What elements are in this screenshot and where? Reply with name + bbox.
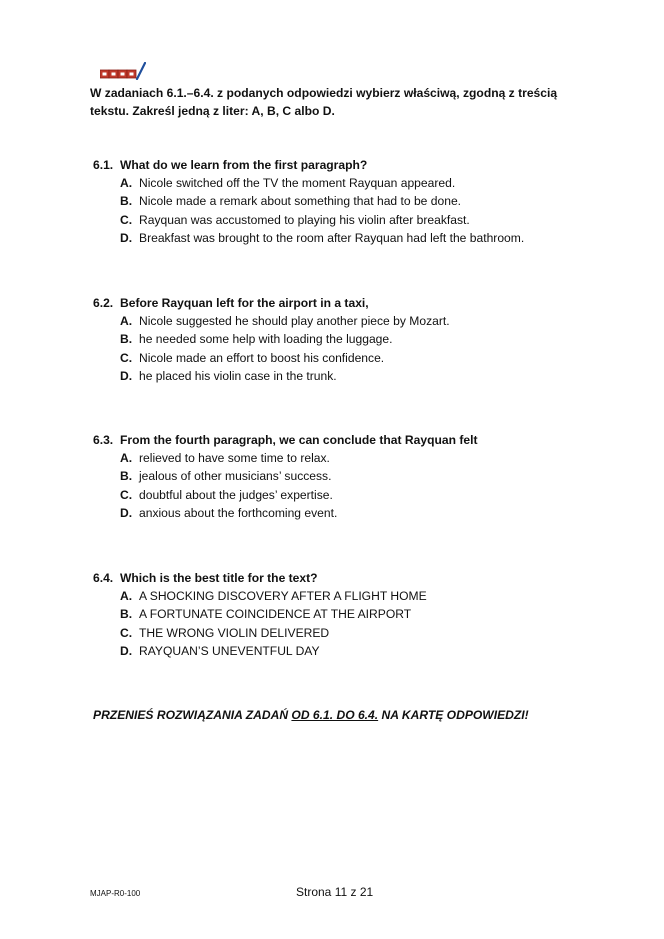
question-heading — [93, 156, 613, 174]
question-text: Before Rayquan left for the airport in a taxi, — [120, 296, 369, 310]
option-letter: C. — [120, 212, 133, 227]
option-letter: A. — [120, 314, 133, 328]
answer-option-a[interactable] — [120, 449, 613, 467]
answer-option-d[interactable] — [120, 367, 613, 385]
answer-option-c[interactable] — [120, 486, 613, 504]
question-number: 6.3. — [93, 433, 114, 447]
option-letter: B. — [120, 194, 133, 209]
question-6-3 — [93, 431, 613, 523]
option-text: A SHOCKING DISCOVERY AFTER A FLIGHT HOME — [139, 589, 427, 603]
option-letter: A. — [120, 451, 133, 465]
option-text: anxious about the forthcoming event. — [139, 506, 338, 521]
question-text: Which is the best title for the text? — [120, 571, 318, 585]
question-heading — [93, 431, 613, 449]
option-text: RAYQUAN’S UNEVENTFUL DAY — [139, 644, 320, 659]
option-letter: B. — [120, 469, 133, 484]
option-letter: C. — [120, 350, 133, 365]
question-number: 6.1. — [93, 158, 114, 172]
option-text: doubtful about the judges’ expertise. — [139, 487, 333, 502]
answer-option-d[interactable] — [120, 642, 613, 660]
answer-option-b[interactable] — [120, 192, 613, 210]
option-text: Nicole suggested he should play another piece by Mozart. — [139, 314, 450, 328]
option-text: relieved to have some time to relax. — [139, 451, 330, 465]
question-number: 6.4. — [93, 571, 114, 585]
option-letter: D. — [120, 506, 133, 521]
question-number: 6.2. — [93, 296, 114, 310]
option-letter: A. — [120, 176, 133, 190]
option-letter: B. — [120, 607, 133, 622]
option-text: Nicole made an effort to boost his confidence. — [139, 350, 385, 365]
option-letter: B. — [120, 332, 133, 347]
page-number: Strona 11 z 21 — [296, 885, 374, 899]
question-6-2 — [93, 294, 613, 386]
transfer-text-start: PRZENIEŚ ROZWIĄZANIA ZADAŃ — [93, 708, 292, 722]
option-letter: C. — [120, 625, 133, 640]
question-heading — [93, 294, 613, 312]
answer-option-d[interactable] — [120, 229, 613, 247]
document-code: MJAP-R0-100 — [90, 889, 141, 898]
transfer-range: OD 6.1. DO 6.4. — [291, 708, 379, 722]
transfer-text-end: NA KARTĘ ODPOWIEDZI! — [378, 708, 529, 722]
question-text: From the fourth paragraph, we can conclude that Rayquan felt — [120, 433, 478, 447]
option-letter: D. — [120, 644, 133, 659]
question-6-1 — [93, 156, 613, 248]
answer-option-d[interactable] — [120, 504, 613, 522]
task-pencil-icon — [100, 62, 146, 80]
instruction-line-1: W zadaniach 6.1.–6.4. z podanych odpowiedzi wybierz właściwą, zgodną z treścią — [90, 86, 558, 100]
answer-option-b[interactable] — [120, 330, 613, 348]
question-6-4 — [93, 569, 613, 661]
option-letter: D. — [120, 231, 133, 246]
option-text: Nicole switched off the TV the moment Rayquan appeared. — [139, 176, 456, 190]
answer-option-c[interactable] — [120, 349, 613, 367]
option-text: THE WRONG VIOLIN DELIVERED — [139, 625, 330, 640]
question-heading — [93, 569, 613, 587]
instruction-line-2: tekstu. Zakreśl jedną z liter: A, B, C albo D. — [90, 104, 335, 118]
answer-option-c[interactable] — [120, 624, 613, 642]
option-letter: C. — [120, 487, 133, 502]
task-instruction — [90, 84, 610, 120]
answer-option-c[interactable] — [120, 211, 613, 229]
answer-option-b[interactable] — [120, 467, 613, 485]
option-text: Nicole made a remark about something that had to be done. — [139, 194, 462, 209]
option-text: A FORTUNATE COINCIDENCE AT THE AIRPORT — [139, 607, 412, 622]
option-text: he needed some help with loading the luggage. — [139, 332, 393, 347]
option-text: he placed his violin case in the trunk. — [139, 369, 337, 384]
option-letter: A. — [120, 589, 133, 603]
answer-option-a[interactable] — [120, 312, 613, 330]
option-letter: D. — [120, 369, 133, 384]
answer-option-a[interactable] — [120, 587, 613, 605]
option-text: Breakfast was brought to the room after Rayquan had left the bathroom. — [139, 231, 525, 246]
answer-option-a[interactable] — [120, 174, 613, 192]
transfer-answers-note — [93, 708, 529, 722]
question-text: What do we learn from the first paragraph? — [120, 158, 368, 172]
answer-option-b[interactable] — [120, 605, 613, 623]
option-text: Rayquan was accustomed to playing his violin after breakfast. — [139, 212, 470, 227]
option-text: jealous of other musicians’ success. — [139, 469, 332, 484]
